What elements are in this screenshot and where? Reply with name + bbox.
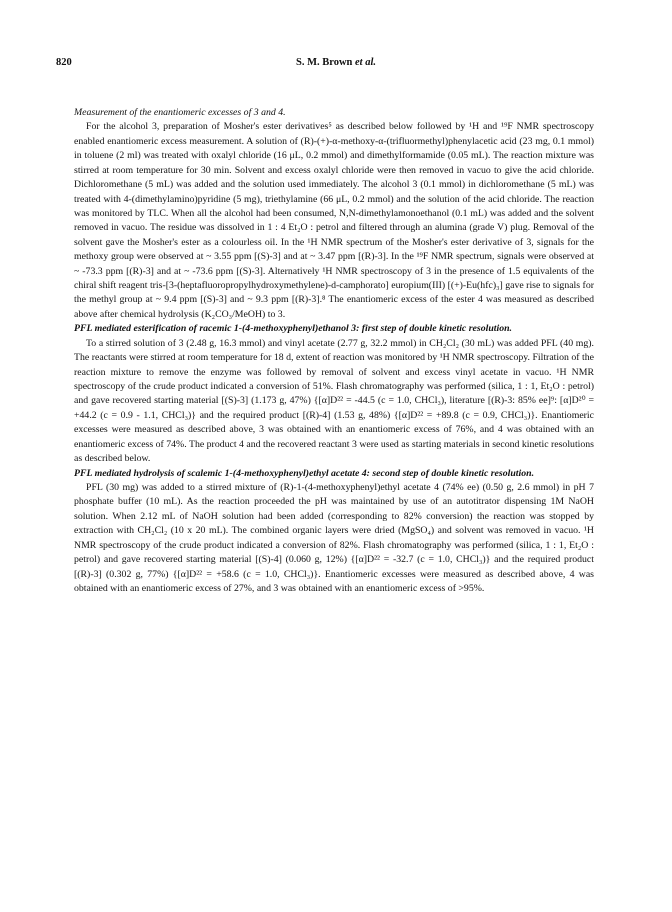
running-head	[0, 57, 672, 68]
section-heading-hydrolysis: PFL mediated hydrolysis of scalemic 1-(4-methoxyphenyl)ethyl acetate 4: second step of double kinetic resolution.	[74, 467, 535, 479]
paragraph-hydrolysis: PFL (30 mg) was added to a stirred mixture of (R)-1-(4-methoxyphenyl)ethyl acetate 4 (74% ee) (0.50 g, 2.6 mmol) in pH 7 phosphate buffer (10 mL). As the reaction proceeded the pH was maintained by use of an autotitrator dispensing 1M NaOH solution. When 2.12 mL of NaOH solution had been added (corresponding to 82% conversion) the reaction was stopped by extraction with CH₂Cl₂ (10 x 20 mL). The combined organic layers were dried (MgSO₄) and solvent was removed in vacuo. ¹H NMR spectroscopy of the crude product indicated a conversion of 82%. Flash chromatography was performed (silica, 1 : 1, Et₂O : petrol) and gave recovered starting material [(S)-4] (0.060 g, 12%) {[α]D²² = -32.7 (c = 1.0, CHCl₃)} and the required product [(R)-3] (0.302 g, 77%) {[α]D²² = +58.6 (c = 1.0, CHCl₃)}. Enantiomeric excesses were measured as described above, 4 was obtained with an enantiomeric excess of 27%, and 3 was obtained with an enantiomeric excess of >95%.	[74, 481, 594, 594]
section-heading-ee-measurement: Measurement of the enantiomeric excesses of 3 and 4.	[74, 107, 286, 118]
paragraph-ee-measurement: For the alcohol 3, preparation of Mosher's ester derivatives⁵ as described below followed by ¹H and ¹⁹F NMR spectroscopy enabled enantiomeric excess measurement. A solution of (R)-(+)-α-methoxy-α-(trifluormethyl)phenylacetic acid (23 mg, 0.1 mmol) in toluene (2 ml) was treated with oxalyl chloride (16 μL, 0.2 mmol) and dimethylformamide (0.05 mL). The reaction mixture was stirred at room temperature for 30 min. Solvent and excess oxalyl chloride were then removed in vacuo to give the acid chloride. Dichloromethane (5 mL) was added and the solution used immediately. The alcohol 3 (0.1 mmol) in dichloromethane (5 mL) was treated with 4-(dimethylamino)pyridine (5 mg), triethylamine (66 μL, 0.2 mmol) and the solution of the acid chloride. The reaction was monitored by TLC. When all the alcohol had been consumed, N,N-dimethylamonoethanol (0.1 mL) was added and the solvent removed in vacuo. The residue was dissolved in 1 : 4 Et₂O : petrol and filtered through an alumina (grade V) plug. Removal of the solvent gave the Mosher's ester as a colourless oil. In the ¹H NMR spectrum of the Mosher's ester derivative of 3, signals for the methoxy group were observed at ~ 3.55 ppm [(S)-3] and at ~ 3.47 ppm [(R)-3]. In the ¹⁹F NMR spectrum, signals were observed at ~ -73.3 ppm [(R)-3] and at ~ -73.6 ppm [(S)-3]. Alternatively ¹H NMR spectroscopy of 3 in the presence of 1.5 equivalents of the chiral shift reagent tris-[3-(heptafluoropropylhydroxymethylene)-d-camphorato] europium(III) [(+)-Eu(hfc)₃] gave rise to signals for the methyl group at ~ 9.4 ppm [(S)-3] and ~ 9.3 ppm [(R)-3].⁸ The enantiomeric excess of the ester 4 was measured as described above after chemical hydrolysis (K₂CO₃/MeOH) to 3.	[74, 121, 594, 320]
article-body	[74, 106, 594, 596]
page-number: 820	[56, 57, 72, 68]
section-heading-esterification: PFL mediated esterification of racemic 1-(4-methoxyphenyl)ethanol 3: first step of double kinetic resolution.	[74, 323, 513, 335]
paragraph-esterification: To a stirred solution of 3 (2.48 g, 16.3 mmol) and vinyl acetate (2.77 g, 32.2 mmol) in CH₂Cl₂ (30 mL) was added PFL (40 mg). The reactants were stirred at room temperature for 18 d, extent of reaction was monitored by ¹H NMR spectroscopy. Filtration of the reaction mixture to remove the enzyme was followed by removal of solvent and excess vinyl acetate in vacuo. ¹H NMR spectroscopy of the crude product indicated a conversion of 51%. Flash chromatography was performed (silica, 1 : 1, Et₂O : petrol) and gave recovered starting material [(S)-3] (1.173 g, 47%) {[α]D²² = -44.5 (c = 1.0, CHCl₃), literature [(R)-3: 85% ee]⁹: [α]D²⁰ = +44.2 (c = 0.9 - 1.1, CHCl₃)} and the required product [(R)-4] (1.53 g, 48%) {[α]D²² = +89.8 (c = 0.9, CHCl₃)}. Enantiomeric excesses were measured as described above, 3 was obtained with an enantiomeric excess of 76%, and 4 was obtained with an enantiomeric excess of 74%. The product 4 and the recovered reactant 3 were used as starting materials in second kinetic resolutions as described below.	[74, 337, 594, 465]
running-head-etal: et al.	[355, 57, 377, 68]
running-head-authors: S. M. Brown	[295, 57, 353, 68]
